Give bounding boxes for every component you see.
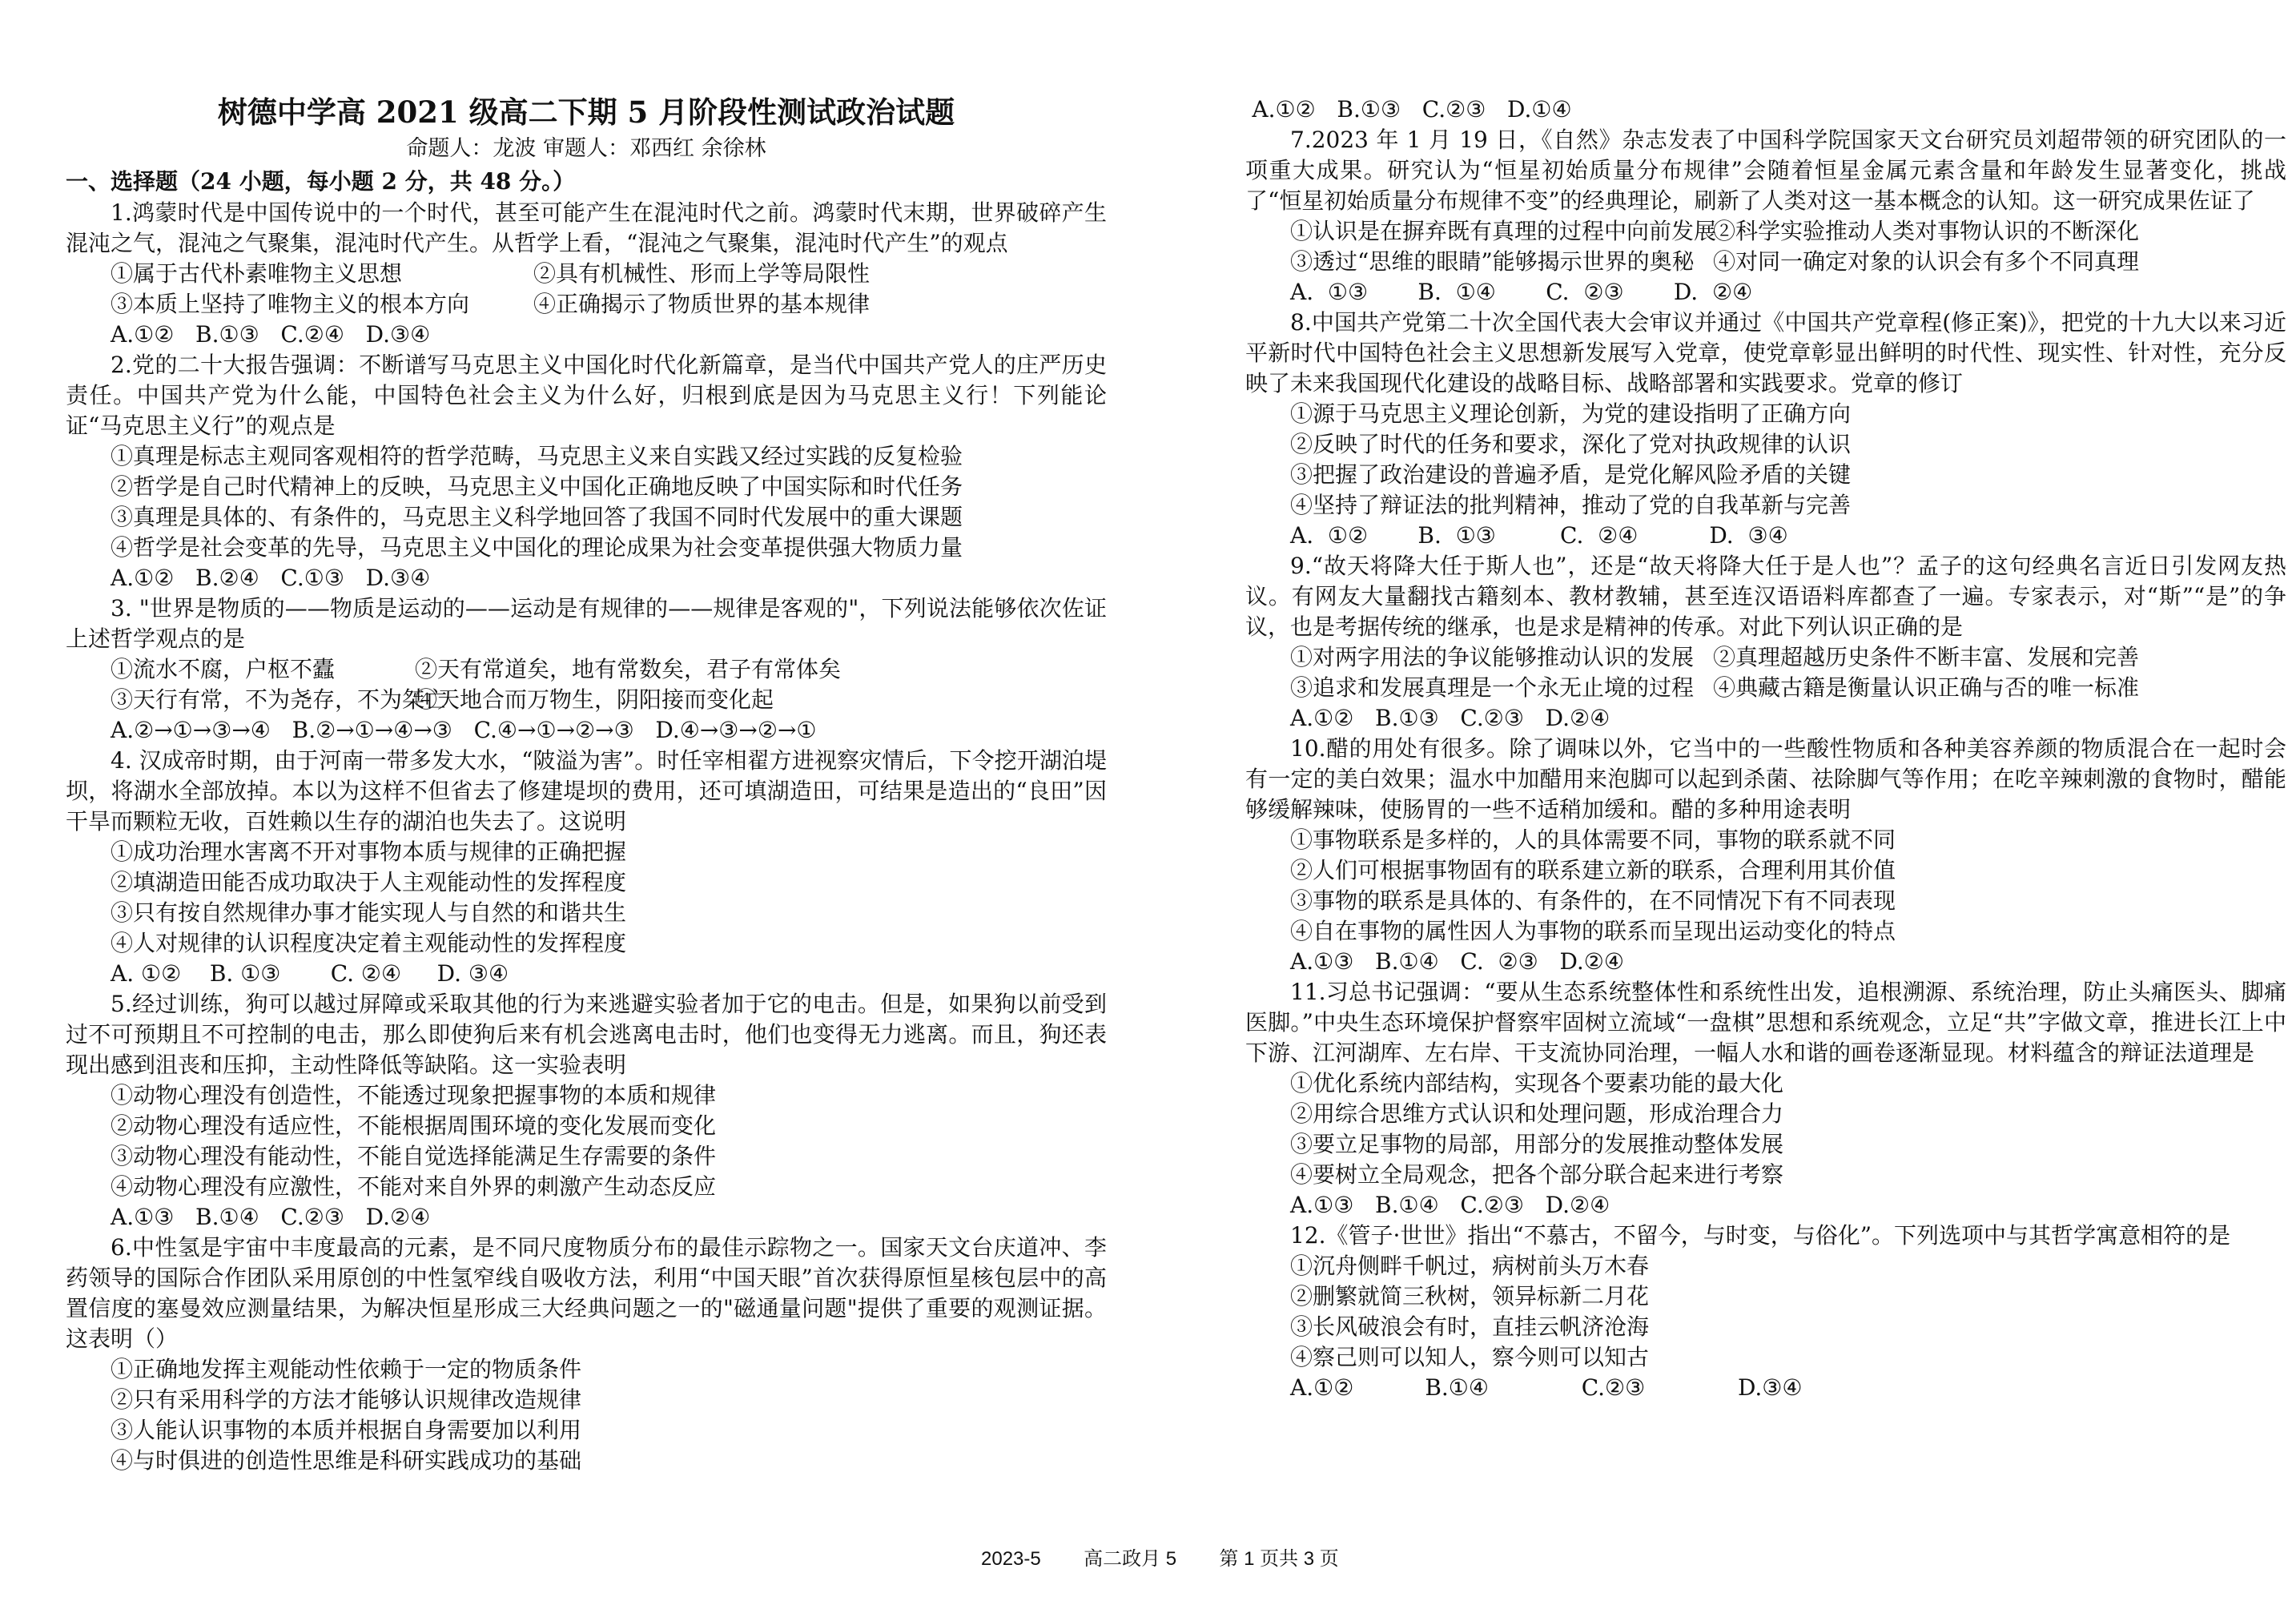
- question-stem: 3. "世界是物质的——物质是运动的——运动是有规律的——规律是客观的"，下列说法能够依次佐证上述哲学观点的是: [66, 595, 1107, 652]
- section-heading: 一、选择题（24 小题，每小题 2 分，共 48 分。）: [66, 168, 576, 195]
- question-stem: 7.2023 年 1 月 19 日，《自然》杂志发表了中国科学院国家天文台研究员刘超带领的研究团队的一项重大成果。研究认为“恒星初始质量分布规律”会随着恒星金属元素含量和年龄发生显著变化，挑战了“恒星初始质量分布规律不变”的经典理论，刷新了人类对这一基本概念的认知。这一研究成果佐证了: [1245, 127, 2286, 214]
- answer-choices: A.②→①→③→④ B.②→①→④→③ C.④→①→②→③ D.④→③→②→①: [111, 717, 817, 743]
- answer-choices: A.①③ B.①④ C.②③ D.②④: [111, 1204, 431, 1230]
- option: ②天有常道矣，地有常数矣，君子有常体矣: [415, 656, 842, 682]
- option: ②人们可根据事物固有的联系建立新的联系，合理利用其价值: [1290, 857, 1896, 883]
- question-5: [66, 989, 1107, 1233]
- option: ③要立足事物的局部，用部分的发展推动整体发展: [1290, 1131, 1784, 1157]
- option: ③只有按自然规律办事才能实现人与自然的和谐共生: [111, 899, 627, 926]
- question-stem: 8.中国共产党第二十次全国代表大会审议并通过《中国共产党章程(修正案)》，把党的十九大以来习近平新时代中国特色社会主义思想新发展写入党章，使党章彰显出鲜明的时代性、现实性、针对性，充分反映了未来我国现代化建设的战略目标、战略部署和实践要求。党章的修订: [1245, 309, 2286, 396]
- question-12: [1245, 1221, 2286, 1403]
- answer-choices: A.①② B.①③ C.②④ D.③④: [111, 321, 431, 348]
- option: ④动物心理没有应激性，不能对来自外界的刺激产生动态反应: [111, 1173, 717, 1200]
- answer-choices: A.①② B.①④ C.②③ D.③④: [1290, 1374, 1803, 1401]
- option-row: [1245, 642, 2286, 673]
- option: ④天地合而万物生，阴阳接而变化起: [415, 686, 774, 713]
- question-stem: 2.党的二十大报告强调：不断谱写马克思主义中国化时代化新篇章，是当代中国共产党人的庄严历史责任。中国共产党为什么能，中国特色社会主义为什么好，归根到底是因为马克思主义行！下列能论证“马克思主义行”的观点是: [66, 352, 1107, 439]
- option: ①对两字用法的争议能够推动认识的发展: [1290, 644, 1695, 670]
- option: ④正确揭示了物质世界的基本规律: [533, 291, 871, 317]
- option: ②只有采用科学的方法才能够认识规律改造规律: [111, 1386, 582, 1413]
- option: ③追求和发展真理是一个永无止境的过程: [1290, 674, 1695, 701]
- option: ②删繁就简三秋树，领异标新二月花: [1290, 1283, 1650, 1309]
- question-6: [66, 1233, 1107, 1476]
- option: ②动物心理没有适应性，不能根据周围环境的变化发展而变化: [111, 1112, 717, 1139]
- option: ①优化系统内部结构，实现各个要素功能的最大化: [1290, 1070, 1784, 1096]
- option: ①认识是在摒弃既有真理的过程中向前发展: [1290, 218, 1717, 244]
- option: ①属于古代朴素唯物主义思想: [111, 260, 403, 287]
- option: ②反映了时代的任务和要求，深化了党对执政规律的认识: [1290, 431, 1852, 457]
- question-4: [66, 746, 1107, 989]
- answer-choices: A.①③ B.①④ C. ②③ D.②④: [1290, 948, 1624, 975]
- option: ③人能认识事物的本质并根据自身需要加以利用: [111, 1417, 582, 1443]
- answer-choices: A. ①③ B. ①④ C. ②③ D. ②④: [1290, 279, 1753, 305]
- option: ④典藏古籍是衡量认识正确与否的唯一标准: [1713, 674, 2140, 701]
- answer-choices: A.①② B.①③ C.②③ D.②④: [1290, 705, 1610, 731]
- answer-choices: A. ①② B. ①③ C. ②④ D. ③④: [1290, 522, 1788, 549]
- option: ④要树立全局观念，把各个部分联合起来进行考察: [1290, 1161, 1784, 1188]
- option-row: [66, 289, 1107, 320]
- option-row: [66, 654, 1107, 685]
- authors-line: 命题人：龙波 审题人：邓西红 余徐林: [406, 136, 766, 161]
- option: ③动物心理没有能动性，不能自觉选择能满足生存需要的条件: [111, 1143, 717, 1169]
- option: ③透过“思维的眼睛”能够揭示世界的奥秘: [1290, 248, 1695, 275]
- option: ①沉舟侧畔千帆过，病树前头万木春: [1290, 1253, 1650, 1279]
- question-stem: 6.中性氢是宇宙中丰度最高的元素，是不同尺度物质分布的最佳示踪物之一。国家天文台庆道冲、李药领导的国际合作团队采用原创的中性氢窄线自吸收方法，利用“中国天眼”首次获得原恒星核包层中的高置信度的塞曼效应测量结果，为解决恒星形成三大经典问题之一的"磁通量问题"提供了重要的观测证据。这表明（）: [66, 1234, 1107, 1352]
- option: ①源于马克思主义理论创新，为党的建设指明了正确方向: [1290, 400, 1852, 427]
- option-row: [66, 259, 1107, 289]
- question-stem: 4. 汉成帝时期，由于河南一带多发大水，“陂溢为害”。时任宰相翟方进视察灾情后，下令挖开湖泊堤坝，将湖水全部放掉。本以为这样不但省去了修建堤坝的费用，还可填湖造田，可结果是造出的“良田”因干旱而颗粒无收，百姓赖以生存的湖泊也失去了。这说明: [66, 747, 1107, 835]
- question-stem: 10.醋的用处有很多。除了调味以外，它当中的一些酸性物质和各种美容养颜的物质混合在一起时会有一定的美白效果；温水中加醋用来泡脚可以起到杀菌、祛除脚气等作用；在吃辛辣刺激的食物时，醋能够缓解辣味，使肠胃的一些不适稍加缓和。醋的多种用途表明: [1245, 735, 2286, 823]
- option: ③长风破浪会有时，直挂云帆济沧海: [1290, 1313, 1650, 1340]
- option: ②科学实验推动人类对事物认识的不断深化: [1713, 218, 2140, 244]
- option: ①成功治理水害离不开对事物本质与规律的正确把握: [111, 839, 627, 865]
- option: ③把握了政治建设的普遍矛盾，是党化解风险矛盾的关键: [1290, 461, 1852, 488]
- option: ④坚持了辩证法的批判精神，推动了党的自我革新与完善: [1290, 492, 1852, 518]
- option-row: [66, 685, 1107, 715]
- answer-choices: A.①③ B.①④ C.②③ D.②④: [1290, 1192, 1610, 1218]
- question-stem: 11.习总书记强调：“要从生态系统整体性和系统性出发，追根溯源、系统治理，防止头痛医头、脚痛医脚。”中央生态环境保护督察牢固树立流域“一盘棋”思想和系统观念，立足“共”字做文章，推进长江上中下游、江河湖库、左右岸、干支流协同治理，一幅人水和谐的画卷逐渐显现。材料蕴含的辩证法道理是: [1245, 979, 2286, 1066]
- answer-choices: A. ①② B. ①③ C. ②④ D. ③④: [111, 960, 509, 987]
- option: ④人对规律的认识程度决定着主观能动性的发挥程度: [111, 930, 627, 956]
- option: ④对同一确定对象的认识会有多个不同真理: [1713, 248, 2140, 275]
- question-7: [1245, 125, 2286, 308]
- question-2: [66, 350, 1107, 593]
- question-8: [1245, 308, 2286, 551]
- option: ③天行有常，不为尧存，不为桀亡: [111, 686, 448, 713]
- option: ②具有机械性、形而上学等局限性: [533, 260, 871, 287]
- right-questions: [1245, 95, 2286, 1403]
- option: ②用综合思维方式认识和处理问题，形成治理合力: [1290, 1100, 1784, 1127]
- page-footer: 2023-5 高二政月 5 第 1 页共 3 页: [981, 1548, 1339, 1570]
- question-9: [1245, 551, 2286, 734]
- option: ①动物心理没有创造性，不能透过现象把握事物的本质和规律: [111, 1082, 717, 1108]
- answer-choices-q6: A.①② B.①③ C.②③ D.①④: [1252, 96, 1572, 123]
- question-1: [66, 198, 1107, 350]
- option-row: [1245, 247, 2286, 277]
- option-row: [1245, 673, 2286, 703]
- question-stem: 12.《管子·世世》指出“不慕古，不留今，与时变，与俗化”。下列选项中与其哲学寓意相符的是: [1290, 1222, 2231, 1249]
- answer-choices: A.①② B.②④ C.①③ D.③④: [111, 565, 431, 591]
- option: ①真理是标志主观同客观相符的哲学范畴，马克思主义来自实践又经过实践的反复检验: [111, 443, 963, 469]
- option: ①事物联系是多样的，人的具体需要不同，事物的联系就不同: [1290, 827, 1896, 853]
- option: ③事物的联系是具体的、有条件的，在不同情况下有不同表现: [1290, 887, 1896, 914]
- option: ②真理超越历史条件不断丰富、发展和完善: [1713, 644, 2140, 670]
- exam-title: 树德中学高 2021 级高二下期 5 月阶段性测试政治试题: [217, 95, 955, 130]
- question-stem: 5.经过训练，狗可以越过屏障或采取其他的行为来逃避实验者加于它的电击。但是，如果狗以前受到过不可预期且不可控制的电击，那么即使狗后来有机会逃离电击时，他们也变得无力逃离。而且，狗还表现出感到沮丧和压抑，主动性降低等缺陷。这一实验表明: [66, 991, 1107, 1078]
- option: ②填湖造田能否成功取决于人主观能动性的发挥程度: [111, 869, 627, 895]
- option: ④察己则可以知人，察今则可以知古: [1290, 1344, 1650, 1370]
- question-stem: 9.“故天将降大任于斯人也”，还是“故天将降大任于是人也”？孟子的这句经典名言近日引发网友热议。有网友大量翻找古籍刻本、教材教辅，甚至连汉语语料库都查了一遍。专家表示，对“斯”“是”的争议，也是考据传统的继承，也是求是精神的传承。对此下列认识正确的是: [1245, 553, 2286, 640]
- question-10: [1245, 734, 2286, 977]
- question-3: [66, 593, 1107, 746]
- option: ③本质上坚持了唯物主义的根本方向: [111, 291, 470, 317]
- option-row: [1245, 216, 2286, 247]
- option: ①正确地发挥主观能动性依赖于一定的物质条件: [111, 1356, 582, 1382]
- option: ④与时俱进的创造性思维是科研实践成功的基础: [111, 1447, 582, 1474]
- option: ②哲学是自己时代精神上的反映，马克思主义中国化正确地反映了中国实际和时代任务: [111, 473, 963, 500]
- option: ①流水不腐，户枢不蠹: [111, 656, 336, 682]
- question-11: [1245, 977, 2286, 1221]
- left-questions: [66, 198, 1107, 1476]
- option: ④哲学是社会变革的先导，马克思主义中国化的理论成果为社会变革提供强大物质力量: [111, 534, 963, 561]
- option: ③真理是具体的、有条件的，马克思主义科学地回答了我国不同时代发展中的重大课题: [111, 504, 963, 530]
- question-stem: 1.鸿蒙时代是中国传说中的一个时代，甚至可能产生在混沌时代之前。鸿蒙时代末期，世界破碎产生混沌之气，混沌之气聚集，混沌时代产生。从哲学上看，“混沌之气聚集，混沌时代产生”的观点: [66, 199, 1107, 256]
- option: ④自在事物的属性因人为事物的联系而呈现出运动变化的特点: [1290, 918, 1896, 944]
